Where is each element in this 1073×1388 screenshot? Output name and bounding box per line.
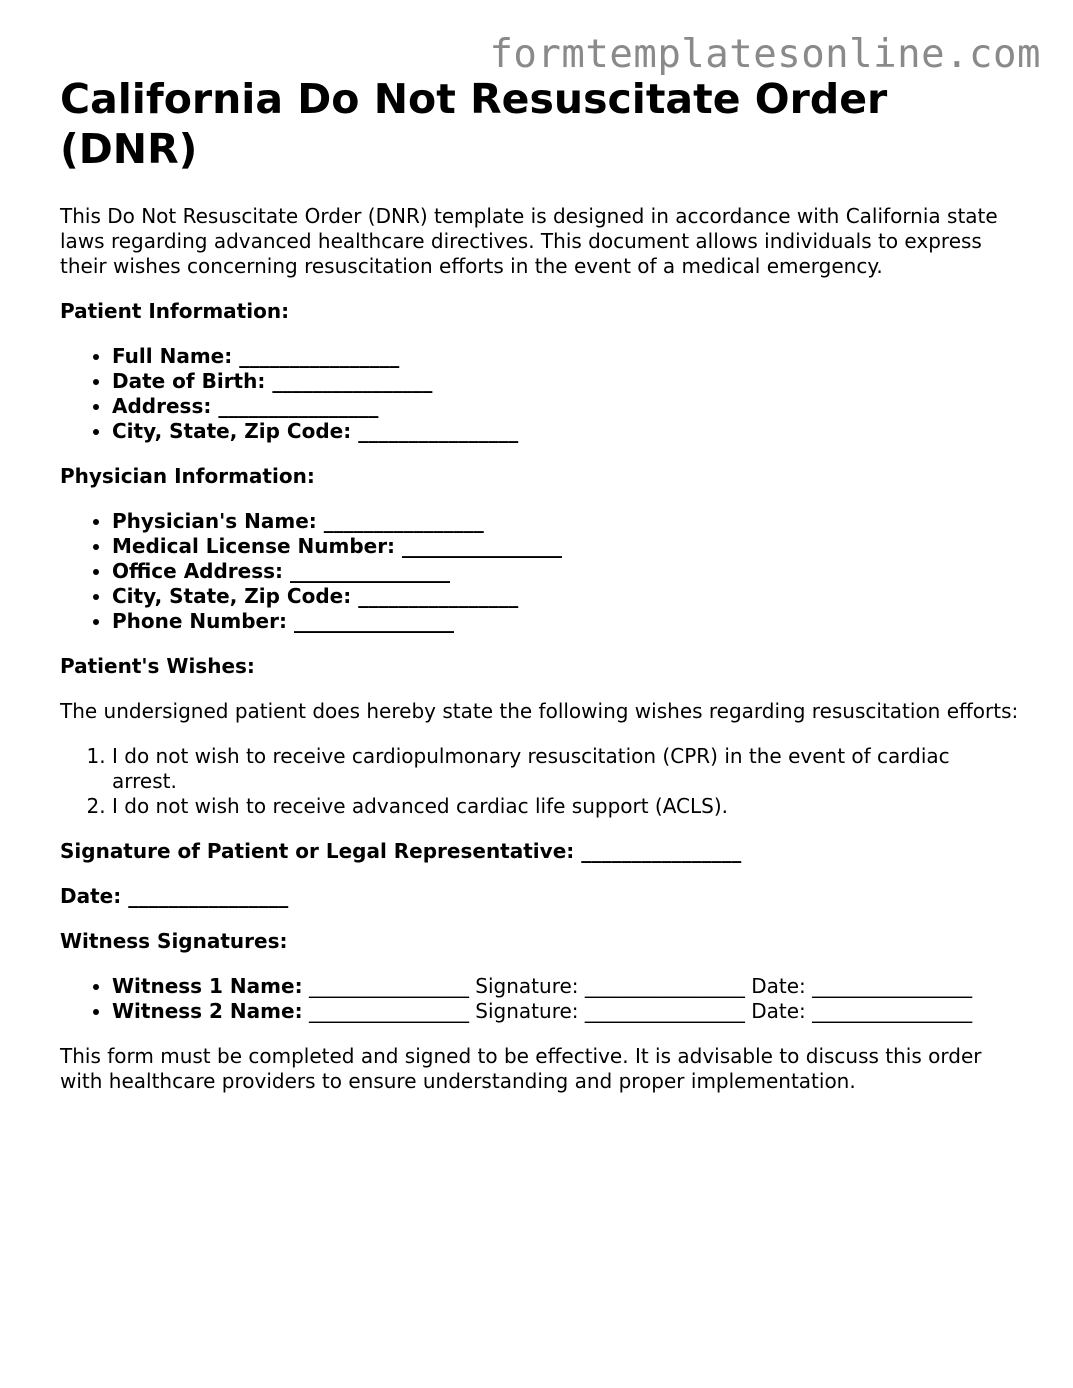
list-item	[112, 419, 1020, 444]
field-label: Physician's Name:	[112, 509, 317, 533]
signature-line	[60, 839, 1020, 864]
blank-line[interactable]: ________________	[308, 999, 469, 1023]
blank-line[interactable]: ________________	[358, 419, 519, 443]
date-label: Date:	[60, 884, 122, 908]
physician-info-list	[60, 509, 1020, 634]
wishes-list	[60, 744, 1020, 819]
field-label: Address:	[112, 394, 212, 418]
field-label: Phone Number:	[112, 609, 287, 633]
list-item	[112, 344, 1020, 369]
blank-line[interactable]: ________________	[812, 974, 973, 998]
field-label: Full Name:	[112, 344, 233, 368]
list-item	[112, 609, 1020, 634]
witness-heading: Witness Signatures:	[60, 929, 288, 953]
field-label: City, State, Zip Code:	[112, 584, 352, 608]
witness-date-label: Date:	[751, 974, 806, 998]
list-item	[112, 999, 1020, 1024]
page-title: California Do Not Resuscitate Order (DNR)	[60, 75, 888, 173]
blank-line[interactable]: ________________	[290, 559, 451, 583]
document-page	[60, 74, 1020, 1094]
physician-info-heading: Physician Information:	[60, 464, 315, 488]
witness-name-label: Witness 1 Name:	[112, 974, 303, 998]
list-item	[112, 534, 1020, 559]
list-item	[112, 559, 1020, 584]
blank-line[interactable]: ________________	[584, 974, 745, 998]
witness-date-label: Date:	[751, 999, 806, 1023]
wishes-heading: Patient's Wishes:	[60, 654, 255, 678]
blank-line[interactable]: ________________	[293, 609, 454, 633]
patient-info-heading: Patient Information:	[60, 299, 290, 323]
closing-paragraph: This form must be completed and signed to be effective. It is advisable to discuss this order with healthcare providers to ensure understanding and proper implementation.	[60, 1044, 982, 1093]
list-item: 1. I do not wish to receive cardiopulmonary resuscitation (CPR) in the event of cardiac arrest.	[112, 744, 1020, 794]
blank-line[interactable]: ________________	[272, 369, 433, 393]
list-item	[112, 509, 1020, 534]
field-label: Office Address:	[112, 559, 284, 583]
witness-signature-label: Signature:	[475, 999, 579, 1023]
signature-label: Signature of Patient or Legal Representative:	[60, 839, 575, 863]
watermark: formtemplatesonline.com	[489, 32, 1041, 77]
patient-info-list	[60, 344, 1020, 444]
intro-paragraph: This Do Not Resuscitate Order (DNR) template is designed in accordance with California state laws regarding advanced healthcare directives. This document allows individuals to express their wishes concerning resuscitation efforts in the event of a medical emergency.	[60, 204, 998, 278]
blank-line[interactable]: ________________	[218, 394, 379, 418]
list-item	[112, 584, 1020, 609]
witness-signature-label: Signature:	[475, 974, 579, 998]
field-label: Date of Birth:	[112, 369, 266, 393]
date-line	[60, 884, 1020, 909]
blank-line[interactable]: ________________	[812, 999, 973, 1023]
list-item	[112, 394, 1020, 419]
list-item: 2. I do not wish to receive advanced cardiac life support (ACLS).	[112, 794, 1020, 819]
blank-line[interactable]: ________________	[581, 839, 742, 863]
witness-name-label: Witness 2 Name:	[112, 999, 303, 1023]
witness-list	[60, 974, 1020, 1024]
blank-line[interactable]: ________________	[584, 999, 745, 1023]
field-label: Medical License Number:	[112, 534, 396, 558]
wishes-statement: The undersigned patient does hereby state the following wishes regarding resuscitation efforts:	[60, 699, 1019, 723]
blank-line[interactable]: ________________	[239, 344, 400, 368]
blank-line[interactable]: ________________	[128, 884, 289, 908]
blank-line[interactable]: ________________	[402, 534, 563, 558]
blank-line[interactable]: ________________	[323, 509, 484, 533]
blank-line[interactable]: ________________	[308, 974, 469, 998]
field-label: City, State, Zip Code:	[112, 419, 352, 443]
list-item	[112, 369, 1020, 394]
blank-line[interactable]: ________________	[358, 584, 519, 608]
list-item	[112, 974, 1020, 999]
